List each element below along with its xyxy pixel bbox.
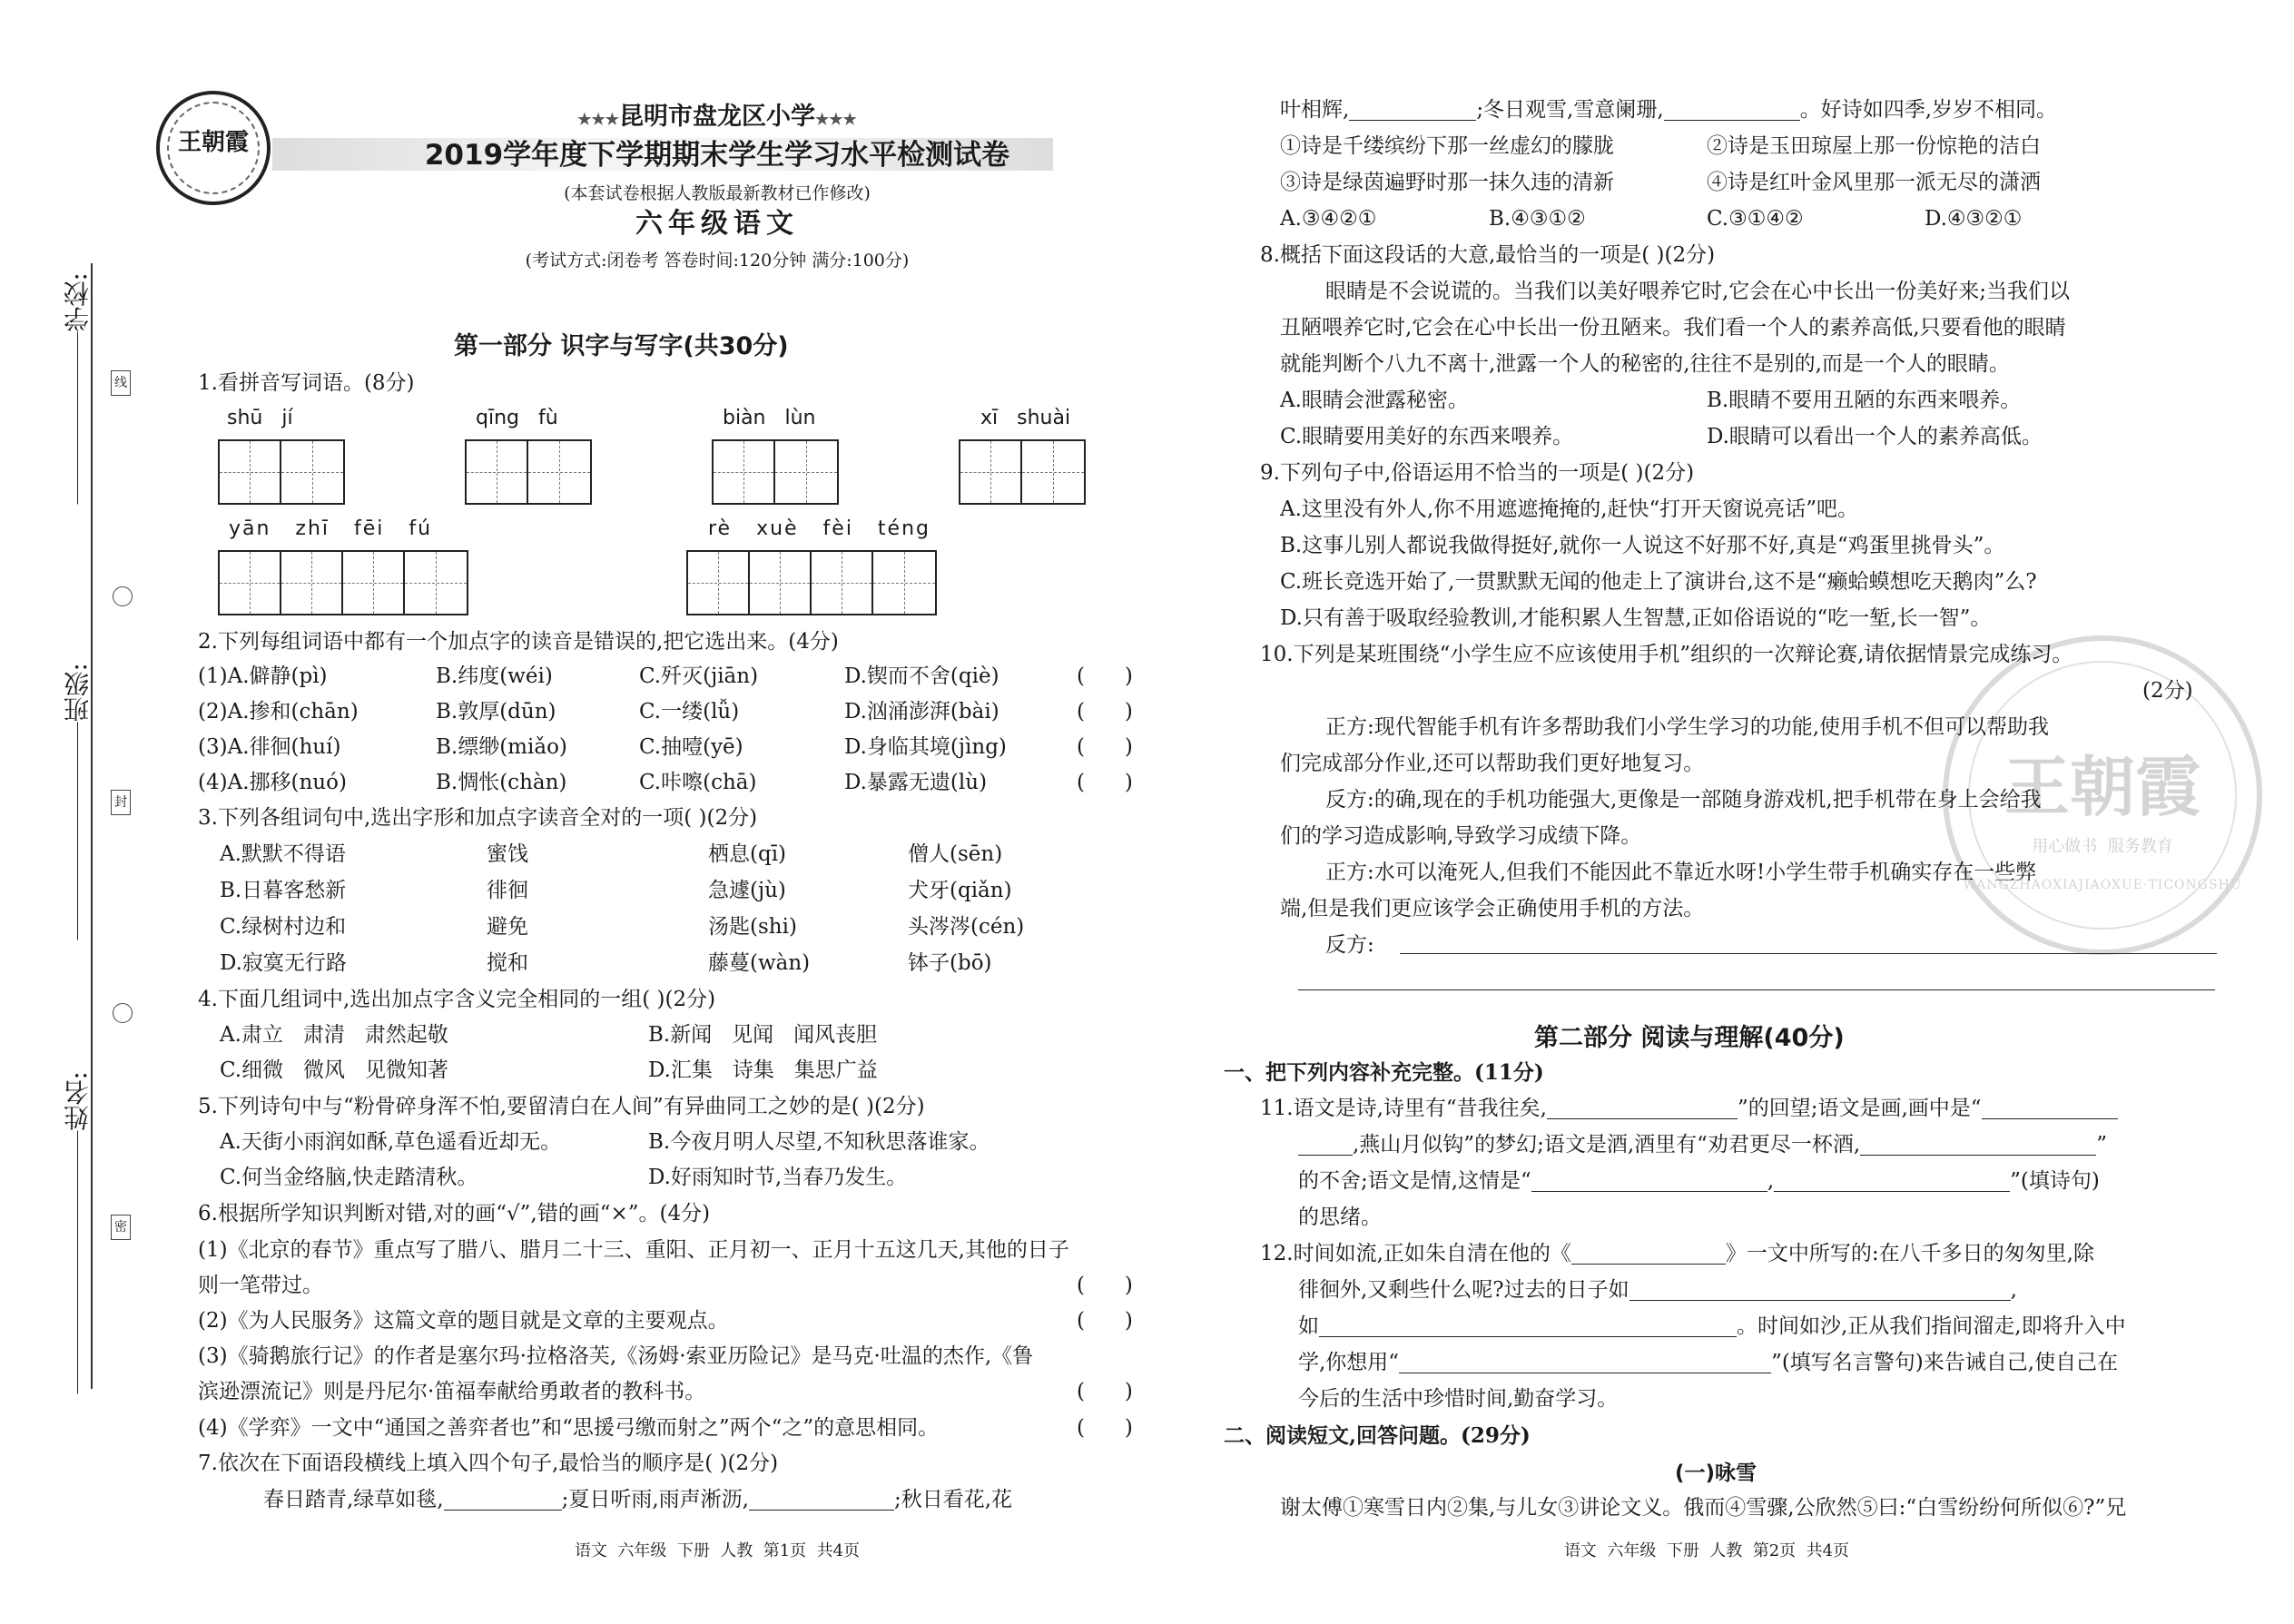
q3-c-2: 避免 — [487, 915, 528, 939]
name-label: 姓名: — [63, 1071, 93, 1131]
q11-text-6: , — [1767, 1169, 1775, 1193]
q4-a: A.肃立 肃清 肃然起敬 — [220, 1023, 448, 1047]
q1-pinyin-5: yān zhī fēi fú — [229, 517, 433, 540]
q1-answer-grid-6[interactable] — [686, 550, 937, 615]
q11-line1 — [1260, 1098, 2118, 1119]
q11-blank-4[interactable] — [1860, 1137, 2096, 1156]
watermark-slogan: 用心做书 服务教育 — [2032, 837, 2173, 856]
q2-row1-c: C.歼灭(jiān) — [639, 664, 759, 688]
q3-a-2: 蜜饯 — [487, 842, 528, 866]
q12-text-3: 徘徊外,又剩些什么呢?过去的日子如 — [1298, 1278, 1629, 1302]
q8-option-d: D.眼睛可以看出一个人的素养高低。 — [1707, 425, 2043, 448]
q2-row3-c: C.抽噎(yē) — [639, 735, 743, 759]
q12-blank-4[interactable] — [1399, 1354, 1771, 1373]
q3-d-1: D.寂寞无行路 — [220, 951, 347, 975]
q11-blank-3[interactable] — [1298, 1137, 1353, 1156]
q9-stem: 9.下列句子中,俗语运用不恰当的一项是( )(2分) — [1260, 461, 1695, 485]
q9-option-b: B.这事儿别人都说我做得挺好,就你一人说这不好那不好,真是“鸡蛋里挑骨头”。 — [1280, 534, 2005, 557]
q6-answer-1[interactable]: ( ) — [1077, 1274, 1133, 1297]
binding-hole-1 — [113, 586, 133, 606]
q10-con-2-label: 反方: — [1325, 933, 1374, 957]
q2-answer-1[interactable]: ( ) — [1077, 664, 1133, 688]
school-heading — [490, 104, 944, 129]
q2-row4-c: C.咔嚓(chā) — [639, 771, 757, 794]
q3-c-3: 汤匙(shi) — [708, 915, 797, 939]
q10-pro-2-line1: 正方:水可以淹死人,但我们不能因此不靠近水呀!小学生带手机确实存在一些弊 — [1325, 861, 2037, 884]
school-name: 昆明市盘龙区小学 — [619, 103, 815, 131]
q10-con-1-line2: 们的学习造成影响,导致学习成绩下降。 — [1280, 824, 1642, 848]
q6-item3-line2: 滨逊漂流记》则是丹尼尔·笛福奉献给勇敢者的教科书。 — [198, 1380, 706, 1403]
q12-line1 — [1260, 1244, 2094, 1265]
q8-passage-2: 丑陋喂养它时,它会在心中长出一份丑陋来。我们看一个人的素养高低,只要看他的眼睛 — [1280, 316, 2066, 340]
q1-pinyin-6: rè xuè fèi téng — [708, 517, 930, 540]
school-field — [65, 272, 91, 504]
q9-option-a: A.这里没有外人,你不用遮遮掩掩的,赶快“打开天窗说亮话”吧。 — [1280, 497, 1859, 521]
q6-answer-3[interactable]: ( ) — [1077, 1380, 1133, 1403]
q7-blank-2[interactable] — [749, 1491, 894, 1511]
q2-row1-a: (1)A.僻静(pì) — [198, 664, 328, 688]
part2-section1-heading: 一、把下列内容补充完整。(11分) — [1224, 1060, 1544, 1085]
q8-stem: 8.概括下面这段话的大意,最恰当的一项是( )(2分) — [1260, 243, 1716, 267]
q12-text-7: 学,你想用“ — [1298, 1351, 1400, 1374]
q11-text-8: 的思绪。 — [1298, 1206, 1382, 1229]
q2-answer-2[interactable]: ( ) — [1077, 700, 1133, 723]
q7-option-3: ③诗是绿茵遍野时那一抹久违的清新 — [1280, 171, 1614, 194]
q7-text-2: ;夏日听雨,雨声淅沥, — [561, 1488, 749, 1511]
exam-info: (考试方式:闭卷考 答卷时间:120分钟 满分:100分) — [525, 251, 910, 271]
name-field — [65, 1071, 91, 1393]
q1-answer-grid-2[interactable] — [465, 439, 592, 505]
q12-text-1: 12.时间如流,正如朱自清在他的《 — [1260, 1242, 1571, 1265]
part2-title: 第二部分 阅读与理解(40分) — [1534, 1024, 1845, 1052]
q7-text-4: 叶相辉, — [1280, 98, 1350, 122]
q11-blank-1[interactable] — [1547, 1100, 1738, 1119]
brand-logo — [156, 91, 271, 205]
q11-text-3: ,燕山月似钩”的梦幻;语文是酒,酒里有“劝君更尽一杯酒, — [1353, 1133, 1861, 1156]
q1-stem: 1.看拼音写词语。(8分) — [198, 371, 415, 395]
q7-option-4: ④诗是红叶金风里那一派无尽的潇洒 — [1707, 171, 2041, 194]
q6-item2: (2)《为人民服务》这篇文章的题目就是文章的主要观点。 — [198, 1309, 729, 1333]
q12-line2 — [1298, 1280, 2017, 1301]
q5-a: A.天街小雨润如酥,草色遥看近却无。 — [220, 1130, 562, 1154]
q2-answer-4[interactable]: ( ) — [1077, 771, 1133, 794]
q8-passage-3: 就能判断个八九不离十,泄露一个人的秘密的,往往不是别的,而是一个人的眼睛。 — [1280, 352, 2010, 376]
q1-pinyin-3: biàn lùn — [723, 407, 816, 429]
q11-line3 — [1298, 1171, 2100, 1192]
q5-b: B.今夜月明人尽望,不知秋思落谁家。 — [648, 1130, 990, 1154]
q2-row3-b: B.缥缈(miǎo) — [436, 735, 567, 759]
q3-c-1: C.绿树村边和 — [220, 915, 347, 939]
q3-d-2: 搅和 — [487, 951, 528, 975]
q3-d-4: 钵子(bō) — [908, 951, 992, 975]
q6-item1-line2: 则一笔带过。 — [198, 1274, 323, 1297]
q2-row1-b: B.纬度(wéi) — [436, 664, 553, 688]
q7-passage-line1 — [263, 1490, 1012, 1511]
q7-choice-a: A.③④②① — [1280, 207, 1377, 231]
q4-b: B.新闻 见闻 闻风丧胆 — [648, 1023, 878, 1047]
q1-answer-grid-4[interactable] — [959, 439, 1086, 505]
q7-text-1: 春日踏青,绿草如毯, — [263, 1488, 444, 1511]
q11-text-5: 的不舍;语文是情,这情是“ — [1298, 1169, 1531, 1193]
q6-item4: (4)《学弈》一文中“通国之善弈者也”和“思援弓缴而射之”两个“之”的意思相同。 — [198, 1416, 940, 1440]
q10-score: (2分) — [2142, 679, 2193, 703]
q12-text-5: 如 — [1298, 1314, 1319, 1338]
q2-row2-b: B.敦厚(dūn) — [436, 700, 556, 723]
q7-text-3: ;秋日看花,花 — [894, 1488, 1013, 1511]
q2-row4-a: (4)A.挪移(nuó) — [198, 771, 347, 794]
q11-text-7: ”(填诗句) — [2010, 1169, 2100, 1193]
star-left-icon: ★★★ — [577, 111, 619, 129]
passage-line-1: 谢太傅①寒雪日内②集,与儿女③讲论文义。俄而④雪骤,公欣然⑤曰:“白雪纷纷何所似⑥?”兄 — [1280, 1496, 2127, 1520]
q10-pro-2-line2: 端,但是我们更应该学会正确使用手机的方法。 — [1280, 897, 1705, 920]
q1-pinyin-2: qīng fù — [476, 407, 558, 429]
q10-stem: 10.下列是某班围绕“小学生应不应该使用手机”组织的一次辩论赛,请依据情景完成练习。 — [1260, 643, 2073, 666]
seal-mark-seal: 封 — [111, 790, 131, 815]
q7-blank-1[interactable] — [444, 1491, 562, 1511]
q10-answer-line-1[interactable] — [1400, 953, 2217, 954]
q4-stem: 4.下面几组词中,选出加点字含义完全相同的一组( )(2分) — [198, 988, 716, 1011]
q2-stem: 2.下列每组词语中都有一个加点字的读音是错误的,把它选出来。(4分) — [198, 630, 839, 654]
q6-stem: 6.根据所学知识判断对错,对的画“√”,错的画“×”。(4分) — [198, 1202, 711, 1225]
q3-b-3: 急遽(jù) — [708, 879, 786, 902]
q5-c: C.何当金络脑,快走踏清秋。 — [220, 1166, 478, 1189]
q7-choice-c: C.③①④② — [1707, 207, 1804, 231]
q3-stem: 3.下列各组词句中,选出字形和加点字读音全对的一项( )(2分) — [198, 806, 758, 830]
q2-row3-d: D.身临其境(jìng) — [844, 735, 1007, 759]
q2-row2-c: C.一缕(lǚ) — [639, 700, 740, 723]
q7-option-1: ①诗是千缕缤纷下那一丝虚幻的朦胧 — [1280, 134, 1614, 158]
q2-row4-b: B.惆怅(chàn) — [436, 771, 567, 794]
q3-b-1: B.日暮客愁新 — [220, 879, 347, 902]
q1-pinyin-1: shū jí — [227, 407, 293, 429]
part2-section2-heading: 二、阅读短文,回答问题。(29分) — [1224, 1423, 1531, 1448]
q3-b-4: 犬牙(qiǎn) — [908, 879, 1012, 902]
passage-title: (一)咏雪 — [1674, 1462, 1757, 1485]
q5-d: D.好雨知时节,当春乃发生。 — [648, 1166, 908, 1189]
q12-text-6: 。时间如沙,正从我们指间溜走,即将升入中 — [1737, 1314, 2126, 1338]
q1-answer-grid-1[interactable] — [218, 439, 345, 505]
watermark-ring-text: WANGZHAOXIAJIAOXUE·TICONGSHU — [1963, 878, 2242, 892]
q11-text-4: ” — [2096, 1133, 2107, 1156]
exam-subject: 六年级语文 — [635, 208, 799, 240]
q3-a-4: 僧人(sēn) — [908, 842, 1003, 866]
watermark-name: 王朝霞 — [2004, 748, 2200, 825]
q12-blank-1[interactable] — [1571, 1245, 1726, 1265]
q12-text-2: 》一文中所写的:在八千多日的匆匆里,除 — [1725, 1242, 2094, 1265]
q11-text-1: 11.语文是诗,诗里有“昔我往矣, — [1260, 1097, 1547, 1120]
q4-c: C.细微 微风 见微知著 — [220, 1058, 448, 1082]
q11-blank-5[interactable] — [1531, 1173, 1767, 1192]
q7-blank-4[interactable] — [1664, 102, 1800, 121]
q12-text-4: , — [2010, 1278, 2017, 1302]
q7-text-5: ;冬日观雪,雪意阑珊, — [1476, 98, 1664, 122]
q12-blank-3[interactable] — [1319, 1318, 1737, 1337]
q12-text-9: 今后的生活中珍惜时间,勤奋学习。 — [1298, 1387, 1619, 1411]
q6-item1-line1: (1)《北京的春节》重点写了腊八、腊月二十三、重阳、正月初一、正月十五这几天,其他的日子 — [198, 1238, 1069, 1262]
q9-option-d: D.只有善于吸取经验教训,才能积累人生智慧,正如俗语说的“吃一堑,长一智”。 — [1280, 606, 1992, 630]
seal-mark-secret: 密 — [111, 1215, 131, 1240]
q10-con-1-line1: 反方:的确,现在的手机功能强大,更像是一部随身游戏机,把手机带在身上会给我 — [1325, 788, 2042, 812]
q2-answer-3[interactable]: ( ) — [1077, 735, 1133, 759]
q6-answer-4[interactable]: ( ) — [1077, 1416, 1133, 1440]
q7-passage-line2 — [1280, 100, 2057, 121]
q12-blank-2[interactable] — [1629, 1282, 2011, 1301]
q3-a-3: 栖息(qī) — [708, 842, 787, 866]
class-field — [65, 663, 91, 940]
q3-a-1: A.默默不得语 — [220, 842, 346, 866]
binding-line — [91, 263, 93, 1389]
star-right-icon: ★★★ — [815, 111, 857, 129]
q2-row2-d: D.汹涌澎湃(bài) — [844, 700, 999, 723]
q11-line2 — [1298, 1135, 2107, 1156]
q1-pinyin-4: xī shuài — [980, 407, 1071, 429]
brand-logo-text: 王朝霞 — [177, 129, 249, 156]
q6-answer-2[interactable]: ( ) — [1077, 1309, 1133, 1333]
q11-blank-2[interactable] — [1982, 1100, 2118, 1119]
q8-option-a: A.眼睛会泄露秘密。 — [1280, 389, 1469, 412]
q9-option-c: C.班长竞选开始了,一贯默默无闻的他走上了演讲台,这不是“癞蛤蟆想吃天鹅肉”么? — [1280, 570, 2037, 594]
part1-title: 第一部分 识字与写字(共30分) — [454, 332, 789, 360]
q4-d: D.汇集 诗集 集思广益 — [648, 1058, 878, 1082]
class-label: 班级: — [63, 663, 93, 723]
q11-text-2: ”的回望;语文是画,画中是“ — [1737, 1097, 1982, 1120]
q3-c-4: 头涔涔(cén) — [908, 915, 1025, 939]
q7-text-6: 。好诗如四季,岁岁不相同。 — [1799, 98, 2057, 122]
q12-line4 — [1298, 1353, 2118, 1373]
q12-text-8: ”(填写名言警句)来告诫自己,使自己在 — [1771, 1351, 2119, 1374]
q5-stem: 5.下列诗句中与“粉骨碎身浑不怕,要留清白在人间”有异曲同工之妙的是( )(2分) — [198, 1095, 925, 1118]
q7-choice-b: B.④③①② — [1489, 207, 1586, 231]
q11-blank-6[interactable] — [1774, 1173, 2010, 1192]
q7-blank-3[interactable] — [1349, 102, 1476, 121]
q10-answer-line-2[interactable] — [1298, 989, 2215, 990]
q1-answer-grid-3[interactable] — [712, 439, 839, 505]
q7-stem: 7.依次在下面语段横线上填入四个句子,最恰当的顺序是( )(2分) — [198, 1452, 779, 1475]
exam-note: (本套试卷根据人教版最新教材已作修改) — [564, 183, 871, 203]
q8-option-c: C.眼睛要用美好的东西来喂养。 — [1280, 425, 1574, 448]
q10-pro-1-line1: 正方:现代智能手机有许多帮助我们小学生学习的功能,使用手机不但可以帮助我 — [1325, 715, 2050, 739]
binding-hole-2 — [113, 1003, 133, 1023]
exam-title: 2019学年度下学期期末学生学习水平检测试卷 — [424, 139, 1010, 172]
q2-row1-d: D.锲而不舍(qiè) — [844, 664, 999, 688]
page-footer-left: 语文 六年级 下册 人教 第1页 共4页 — [574, 1541, 861, 1560]
q2-row4-d: D.暴露无遗(lù) — [844, 771, 988, 794]
seal-mark-line: 线 — [111, 370, 131, 396]
q2-row3-a: (3)A.徘徊(huí) — [198, 735, 341, 759]
q12-line3 — [1298, 1316, 2126, 1337]
q3-b-2: 徘徊 — [487, 879, 528, 902]
q6-item3-line1: (3)《骑鹅旅行记》的作者是塞尔玛·拉格洛芙,《汤姆·索亚历险记》是马克·吐温的杰作,《鲁 — [198, 1344, 1034, 1368]
q8-passage-1: 眼睛是不会说谎的。当我们以美好喂养它时,它会在心中长出一份美好来;当我们以 — [1325, 280, 2071, 303]
q10-pro-1-line2: 们完成部分作业,还可以帮助我们更好地复习。 — [1280, 752, 1705, 775]
page-footer-right: 语文 六年级 下册 人教 第2页 共4页 — [1563, 1541, 1850, 1560]
q7-option-2: ②诗是玉田琼屋上那一份惊艳的洁白 — [1707, 134, 2041, 158]
q8-option-b: B.眼睛不要用丑陋的东西来喂养。 — [1707, 389, 2022, 412]
school-label: 学校: — [63, 272, 93, 332]
q7-choice-d: D.④③②① — [1925, 207, 2023, 231]
q3-d-3: 藤蔓(wàn) — [708, 951, 811, 975]
q2-row2-a: (2)A.掺和(chān) — [198, 700, 359, 723]
q1-answer-grid-5[interactable] — [218, 550, 468, 615]
